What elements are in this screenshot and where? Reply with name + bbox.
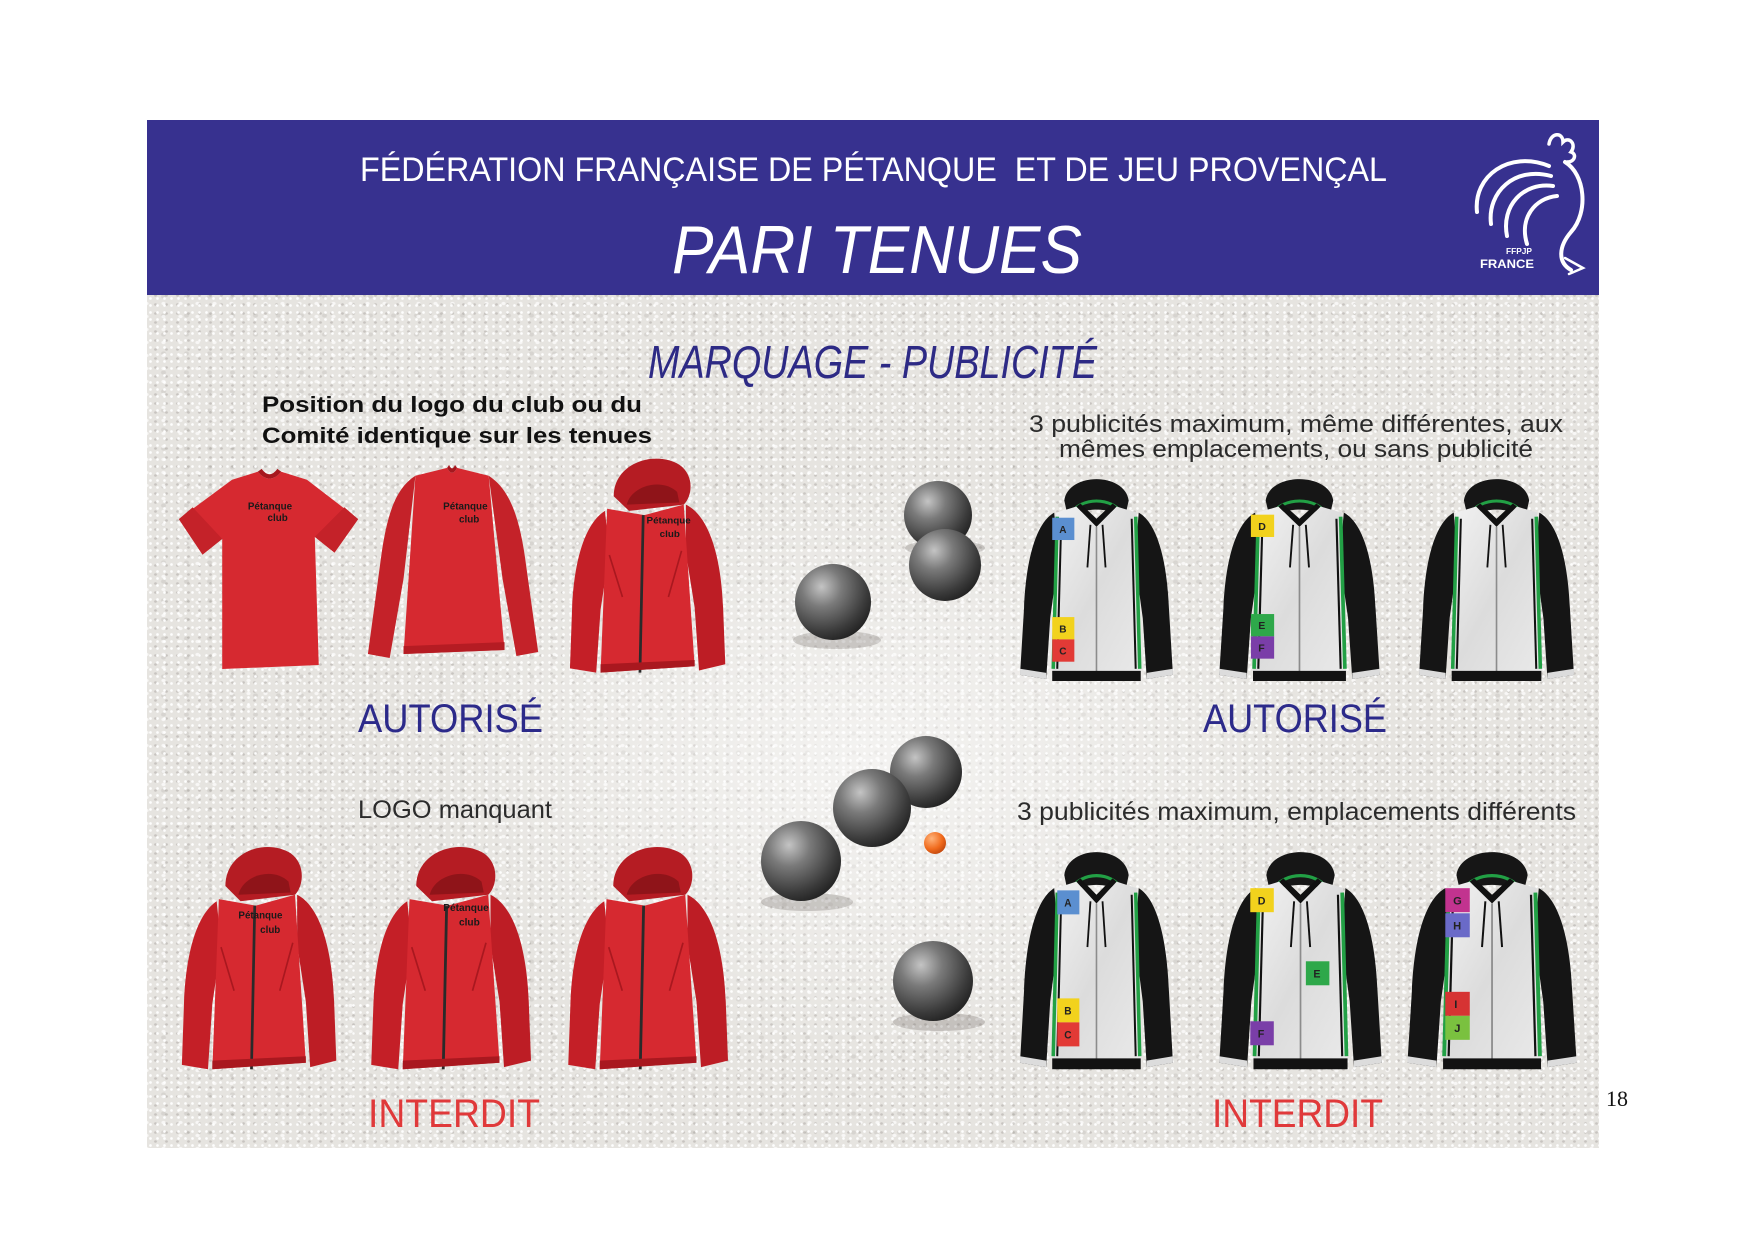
jacket-hem bbox=[1452, 671, 1542, 681]
badge-a bbox=[1052, 518, 1074, 540]
club-print-line1: Pétanque bbox=[443, 903, 489, 915]
different-positions-caption: 3 publicités maximum, emplacements différents bbox=[1017, 798, 1576, 826]
slide bbox=[147, 120, 1599, 1148]
club-print-line2: club bbox=[260, 924, 281, 936]
club-sweatshirt bbox=[368, 465, 538, 658]
sponsor-jacket-allowed-3 bbox=[1419, 479, 1574, 681]
badge-f bbox=[1250, 1021, 1274, 1045]
jacket-hem bbox=[1052, 1058, 1141, 1069]
badge-letter: I bbox=[1454, 999, 1458, 1012]
sweatshirt-body bbox=[404, 468, 505, 654]
badge-letter: E bbox=[1313, 968, 1321, 981]
sponsor-rule-caption-line2: mêmes emplacements, ou sans publicité bbox=[1059, 436, 1533, 463]
petanque-ball bbox=[909, 529, 981, 601]
club-print-line2: club bbox=[458, 514, 480, 526]
club-logo-caption-line2: Comité identique sur les tenues bbox=[262, 423, 652, 448]
page-number: 18 bbox=[1606, 1086, 1628, 1111]
jacket-body bbox=[600, 895, 697, 1070]
sponsor-rule-caption-line1: 3 publicités maximum, même différentes, aux bbox=[1029, 411, 1563, 438]
rooster-comb bbox=[1549, 135, 1574, 162]
club-print-line2: club bbox=[659, 529, 680, 541]
section-subtitle: MARQUAGE - PUBLICITÉ bbox=[648, 336, 1099, 388]
badge-b bbox=[1057, 998, 1079, 1022]
document-title: PARI TENUES bbox=[672, 212, 1082, 288]
badge-letter: A bbox=[1064, 898, 1072, 910]
federation-title: FÉDÉRATION FRANÇAISE DE PÉTANQUE ET DE JEU PROVENÇAL bbox=[360, 151, 1387, 189]
jacket-hem bbox=[1253, 671, 1346, 681]
verdict-allowed-right: AUTORISÉ bbox=[1203, 697, 1407, 741]
badge-letter: E bbox=[1258, 621, 1266, 633]
badge-e bbox=[1251, 614, 1274, 636]
badge-a bbox=[1057, 890, 1079, 914]
badge-e bbox=[1306, 961, 1330, 985]
club-tshirt bbox=[179, 469, 358, 669]
badge-c bbox=[1052, 639, 1074, 661]
missing-logo-caption: LOGO manquant bbox=[358, 796, 553, 824]
rooster-feather bbox=[1525, 196, 1557, 244]
badge-i bbox=[1445, 992, 1469, 1016]
jacket-body bbox=[601, 505, 695, 673]
verdict-forbidden-left: INTERDIT bbox=[368, 1092, 540, 1136]
badge-letter: J bbox=[1454, 1023, 1461, 1036]
badge-letter: F bbox=[1258, 643, 1265, 655]
badge-letter: D bbox=[1257, 895, 1266, 908]
jacket-hem bbox=[1052, 671, 1141, 681]
verdict-forbidden-right: INTERDIT bbox=[1212, 1092, 1383, 1136]
petanque-ball bbox=[893, 941, 973, 1021]
badge-b bbox=[1052, 617, 1074, 639]
club-jacket-forbidden-2 bbox=[371, 847, 531, 1069]
logo-brand: FFPJP bbox=[1506, 247, 1533, 256]
club-jacket-forbidden-1 bbox=[182, 847, 336, 1069]
petanque-balls bbox=[761, 481, 985, 1031]
badge-j bbox=[1445, 1016, 1469, 1040]
badge-g bbox=[1445, 888, 1469, 912]
jacket-body bbox=[403, 895, 500, 1070]
badge-letter: H bbox=[1453, 920, 1462, 933]
badge-d bbox=[1251, 515, 1274, 537]
jacket-hem bbox=[1253, 1058, 1347, 1069]
slide-artwork bbox=[147, 120, 1599, 1148]
club-print-line1: Pétanque bbox=[247, 501, 293, 513]
sponsor-jacket-forbidden-3 bbox=[1407, 852, 1576, 1069]
club-jacket-forbidden-3 bbox=[568, 847, 728, 1069]
badge-swatch bbox=[1445, 992, 1469, 1016]
badge-letter: B bbox=[1064, 1006, 1072, 1018]
badge-f bbox=[1251, 636, 1274, 658]
sponsor-jacket-allowed-2 bbox=[1219, 479, 1380, 681]
logo-country: FRANCE bbox=[1480, 257, 1534, 271]
rooster-breast bbox=[1561, 162, 1582, 270]
sponsor-jacket-forbidden-1 bbox=[1020, 852, 1173, 1069]
club-print-line2: club bbox=[459, 917, 480, 929]
badge-letter: C bbox=[1059, 646, 1067, 658]
club-print-line1: Pétanque bbox=[443, 501, 488, 513]
verdict-allowed-left: AUTORISÉ bbox=[358, 697, 562, 741]
jacket-hem bbox=[1443, 1058, 1541, 1069]
club-print-line2: club bbox=[267, 513, 288, 525]
badge-d bbox=[1250, 888, 1274, 912]
club-print-line1: Pétanque bbox=[646, 515, 691, 527]
club-jacket bbox=[570, 459, 725, 673]
petanque-ball bbox=[795, 564, 871, 640]
ffpjp-logo bbox=[1477, 135, 1583, 274]
petanque-ball bbox=[761, 821, 841, 901]
badge-h bbox=[1445, 913, 1469, 937]
jack-ball bbox=[924, 832, 946, 854]
badge-letter: B bbox=[1059, 624, 1067, 636]
sponsor-jacket-allowed-1 bbox=[1020, 479, 1173, 681]
club-logo-caption-line1: Position du logo du club ou du bbox=[262, 392, 642, 417]
club-print-line1: Pétanque bbox=[238, 910, 283, 922]
petanque-ball bbox=[833, 769, 911, 847]
badge-letter: A bbox=[1059, 524, 1067, 536]
badge-letter: F bbox=[1257, 1028, 1265, 1041]
badge-letter: D bbox=[1258, 522, 1266, 533]
sponsor-jacket-forbidden-2 bbox=[1219, 852, 1381, 1069]
badge-letter: G bbox=[1453, 895, 1462, 908]
badge-c bbox=[1057, 1022, 1079, 1046]
badge-letter: C bbox=[1064, 1030, 1072, 1042]
